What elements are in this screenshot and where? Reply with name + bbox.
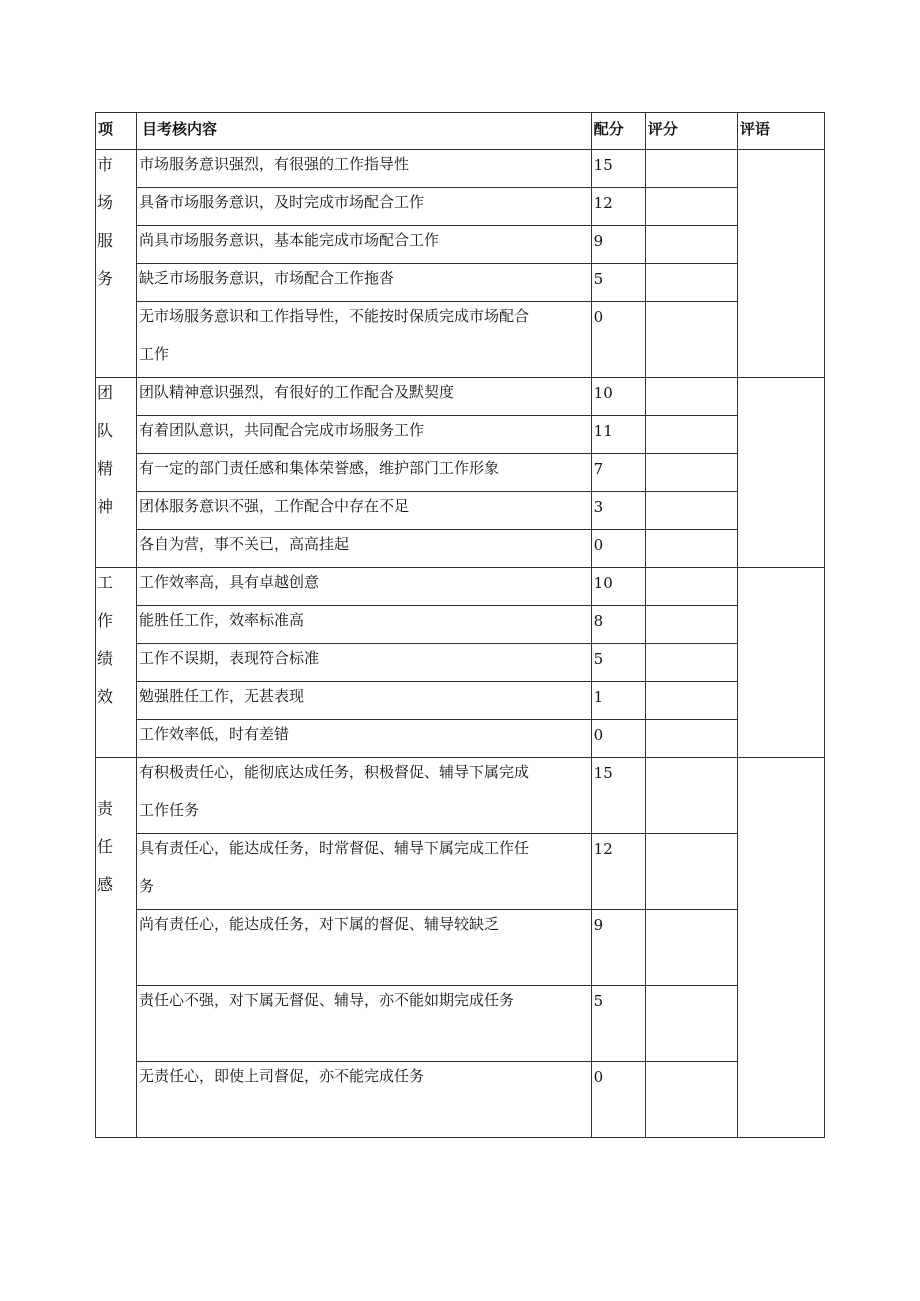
rating-cell[interactable] [645, 150, 737, 188]
rating-cell[interactable] [645, 1062, 737, 1138]
header-category: 项 [96, 113, 137, 150]
score-value: 5 [591, 986, 645, 1062]
header-rating: 评分 [645, 113, 737, 150]
rating-cell[interactable] [645, 682, 737, 720]
rating-cell[interactable] [645, 606, 737, 644]
criteria-text: 尚具市场服务意识，基本能完成市场配合工作 [137, 226, 592, 264]
score-value: 3 [591, 492, 645, 530]
rating-cell[interactable] [645, 910, 737, 986]
score-value: 15 [591, 758, 645, 834]
criteria-text: 缺乏市场服务意识，市场配合工作拖沓 [137, 264, 592, 302]
criteria-text: 工作效率高，具有卓越创意 [137, 568, 592, 606]
score-value: 12 [591, 834, 645, 910]
criteria-text: 有积极责任心，能彻底达成任务，积极督促、辅导下属完成工作任务 [137, 758, 592, 834]
criteria-text: 工作不误期，表现符合标准 [137, 644, 592, 682]
rating-cell[interactable] [645, 834, 737, 910]
rating-cell[interactable] [645, 226, 737, 264]
criteria-text: 有着团队意识，共同配合完成市场服务工作 [137, 416, 592, 454]
criteria-text: 尚有责任心，能达成任务，对下属的督促、辅导较缺乏 [137, 910, 592, 986]
criteria-text: 各自为营，事不关已，高高挂起 [137, 530, 592, 568]
criteria-text: 能胜任工作，效率标准高 [137, 606, 592, 644]
rating-cell[interactable] [645, 530, 737, 568]
criteria-text: 工作效率低，时有差错 [137, 720, 592, 758]
table-row [96, 1062, 825, 1138]
header-comment: 评语 [737, 113, 824, 150]
table-row [96, 910, 825, 986]
score-value: 0 [591, 302, 645, 378]
rating-cell[interactable] [645, 986, 737, 1062]
score-value: 9 [591, 226, 645, 264]
criteria-text: 市场服务意识强烈，有很强的工作指导性 [137, 150, 592, 188]
criteria-text: 无市场服务意识和工作指导性，不能按时保质完成市场配合工作 [137, 302, 592, 378]
score-value: 11 [591, 416, 645, 454]
header-score: 配分 [591, 113, 645, 150]
rating-cell[interactable] [645, 644, 737, 682]
score-value: 1 [591, 682, 645, 720]
category-team-spirit: 团 队 精 神 [96, 378, 137, 568]
score-value: 5 [591, 644, 645, 682]
score-value: 10 [591, 378, 645, 416]
category-work-performance: 工 作 绩 效 [96, 568, 137, 758]
criteria-text: 有一定的部门责任感和集体荣誉感，维护部门工作形象 [137, 454, 592, 492]
criteria-text: 团队精神意识强烈，有很好的工作配合及默契度 [137, 378, 592, 416]
category-market-service: 市 场 服 务 [96, 150, 137, 378]
criteria-text: 团体服务意识不强，工作配合中存在不足 [137, 492, 592, 530]
table-row [96, 986, 825, 1062]
comment-cell[interactable] [737, 758, 824, 1138]
table-row [96, 302, 825, 378]
rating-cell[interactable] [645, 568, 737, 606]
comment-cell[interactable] [737, 378, 824, 568]
score-value: 0 [591, 720, 645, 758]
score-value: 0 [591, 530, 645, 568]
evaluation-table [95, 112, 825, 1138]
score-value: 8 [591, 606, 645, 644]
rating-cell[interactable] [645, 378, 737, 416]
table-row [96, 758, 825, 834]
table-row [96, 454, 825, 492]
score-value: 15 [591, 150, 645, 188]
score-value: 9 [591, 910, 645, 986]
score-value: 7 [591, 454, 645, 492]
rating-cell[interactable] [645, 302, 737, 378]
rating-cell[interactable] [645, 454, 737, 492]
criteria-text: 责任心不强，对下属无督促、辅导，亦不能如期完成任务 [137, 986, 592, 1062]
score-value: 10 [591, 568, 645, 606]
rating-cell[interactable] [645, 264, 737, 302]
header-content: 目考核内容 [137, 113, 592, 150]
rating-cell[interactable] [645, 416, 737, 454]
score-value: 0 [591, 1062, 645, 1138]
category-responsibility: 责 任 感 [96, 758, 137, 1138]
rating-cell[interactable] [645, 492, 737, 530]
rating-cell[interactable] [645, 758, 737, 834]
score-value: 5 [591, 264, 645, 302]
rating-cell[interactable] [645, 188, 737, 226]
criteria-text: 勉强胜任工作，无甚表现 [137, 682, 592, 720]
rating-cell[interactable] [645, 720, 737, 758]
criteria-text: 具备市场服务意识，及时完成市场配合工作 [137, 188, 592, 226]
table-row [96, 834, 825, 910]
comment-cell[interactable] [737, 568, 824, 758]
criteria-text: 无责任心，即使上司督促，亦不能完成任务 [137, 1062, 592, 1138]
comment-cell[interactable] [737, 150, 824, 378]
criteria-text: 具有责任心，能达成任务，时常督促、辅导下属完成工作任务 [137, 834, 592, 910]
score-value: 12 [591, 188, 645, 226]
